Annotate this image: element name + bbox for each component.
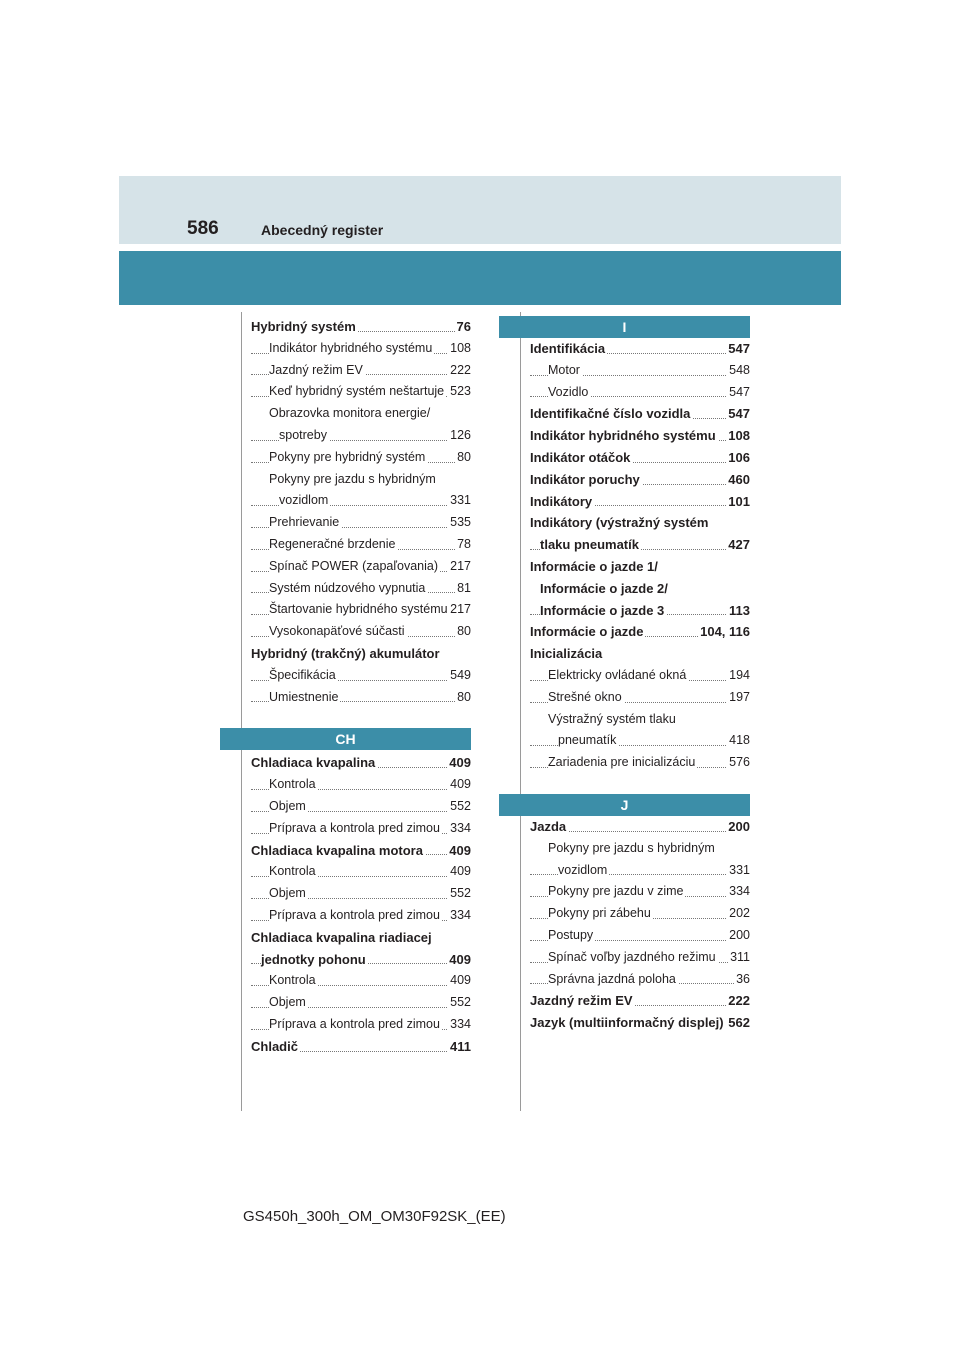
index-entry: [530, 425, 750, 447]
index-entry: [530, 1012, 750, 1034]
index-entry-page: 576: [727, 752, 750, 774]
index-entry-text: Motor: [548, 362, 580, 377]
index-entry-text: Objem: [269, 886, 306, 901]
index-entry: [251, 381, 471, 403]
index-entry: [530, 969, 750, 991]
index-entry-text: Spínač POWER (zapaľovania): [269, 558, 438, 573]
index-entry: [530, 990, 750, 1012]
index-entry: [251, 970, 471, 992]
index-entry-text: Príprava a kontrola pred zimou: [269, 907, 440, 922]
index-entry-text: Inicializácia: [530, 646, 603, 662]
index-entry-page: 80: [455, 447, 471, 469]
index-entry-text: Informácie o jazde 1/: [530, 558, 658, 574]
index-entry-text: vozidlom: [279, 493, 329, 508]
index-entry-page: 200: [727, 925, 750, 947]
index-entry-page: 80: [455, 687, 471, 709]
index-entry-page: 78: [455, 534, 471, 556]
index-entry-text: Strešné okno: [548, 689, 622, 704]
index-entry-page: 548: [727, 360, 750, 382]
index-entry: [530, 338, 750, 360]
index-entry-text: Informácie o jazde 2/: [540, 580, 668, 596]
index-entry-text: Hybridný (trakčný) akumulátor: [251, 645, 440, 661]
page-title: Abecedný register: [261, 222, 384, 238]
index-entry-text: tlaku pneumatík: [540, 537, 639, 553]
index-entry-page: 101: [726, 491, 750, 513]
index-entry: [530, 556, 750, 578]
header-top-band: [119, 176, 841, 244]
index-entry: [530, 903, 750, 925]
index-entry-text: Pokyny pri zábehu: [548, 906, 651, 921]
index-entry-page: 334: [448, 1014, 471, 1036]
index-entry: [530, 600, 750, 622]
index-entry-text: Vozidlo: [548, 384, 589, 399]
index-entry-text: Umiestnenie: [269, 689, 339, 704]
index-entry-page: 552: [448, 992, 471, 1014]
index-entry-text: Indikátor poruchy: [530, 471, 640, 487]
index-entry-page: 200: [726, 816, 750, 838]
index-entry: [251, 861, 471, 883]
entries-i: [530, 338, 750, 774]
index-entry-page: 331: [448, 490, 471, 512]
index-entry: [530, 447, 750, 469]
index-entry: [530, 709, 750, 731]
index-entry: [530, 578, 750, 600]
index-entry-page: 427: [726, 534, 750, 556]
index-entry-text: Chladiaca kvapalina riadiacej: [251, 929, 432, 945]
header-color-band: [119, 251, 841, 305]
index-entry: [251, 578, 471, 600]
index-entry-page: 331: [727, 860, 750, 882]
index-entry: [530, 665, 750, 687]
index-entry: [530, 534, 750, 556]
entries-top: [251, 316, 471, 708]
index-entry-page: 409: [447, 840, 471, 862]
index-entry: [251, 599, 471, 621]
footer-document-code: GS450h_300h_OM_OM30F92SK_(EE): [243, 1208, 506, 1225]
index-entry: [251, 818, 471, 840]
index-entry-text: Indikátor otáčok: [530, 449, 631, 465]
index-entry-text: Chladiaca kvapalina: [251, 755, 376, 771]
index-entry-text: Zariadenia pre inicializáciu: [548, 755, 696, 770]
index-entry-text: Výstražný systém tlaku: [548, 711, 676, 726]
index-entry: [530, 469, 750, 491]
index-entry-page: 334: [448, 818, 471, 840]
index-entry-text: Spínač voľby jazdného režimu: [548, 949, 716, 964]
index-entry-text: Špecifikácia: [269, 667, 336, 682]
index-entry-text: Pokyny pre jazdu s hybridným: [548, 840, 715, 855]
index-entry: [530, 730, 750, 752]
page-number: 586: [187, 218, 219, 239]
index-entry: [251, 447, 471, 469]
index-entry-page: 197: [727, 687, 750, 709]
index-entry: [530, 947, 750, 969]
index-entry-text: spotreby: [279, 427, 327, 442]
index-entry: [530, 752, 750, 774]
index-entry: [251, 949, 471, 971]
index-entry-text: Indikátory: [530, 493, 593, 509]
index-entry: [251, 360, 471, 382]
index-entry-text: Chladič: [251, 1038, 298, 1054]
index-entry-page: 36: [734, 969, 750, 991]
index-entry: [251, 883, 471, 905]
index-entry-page: 562: [726, 1012, 750, 1034]
left-index-column: [251, 316, 471, 1058]
index-entry-page: 547: [726, 338, 750, 360]
index-entry-text: Príprava a kontrola pred zimou: [269, 820, 440, 835]
index-entry-text: Informácie o jazde 3: [540, 602, 665, 618]
index-entry-page: 81: [455, 578, 471, 600]
index-entry-page: 106: [726, 447, 750, 469]
index-entry-text: Pokyny pre hybridný systém: [269, 449, 426, 464]
index-entry: [251, 621, 471, 643]
index-entry-text: Kontrola: [269, 864, 316, 879]
index-entry-text: Systém núdzového vypnutia: [269, 580, 426, 595]
index-entry-page: 409: [447, 752, 471, 774]
section-header-ch: CH: [220, 728, 471, 750]
index-entry-page: 334: [448, 905, 471, 927]
index-entry-text: Indikátor hybridného systému: [269, 340, 433, 355]
index-entry-page: 547: [727, 382, 750, 404]
index-entry-text: Prehrievanie: [269, 515, 340, 530]
index-entry: [530, 838, 750, 860]
section-header-i: I: [499, 316, 750, 338]
index-entry: [251, 469, 471, 491]
index-entry: [530, 360, 750, 382]
index-entry-page: 311: [728, 947, 750, 969]
left-divider: [241, 312, 242, 1111]
index-entry: [251, 403, 471, 425]
index-entry-page: 411: [448, 1036, 471, 1058]
index-entry: [251, 992, 471, 1014]
index-entry-page: 547: [726, 403, 750, 425]
index-entry: [251, 1014, 471, 1036]
index-entry-text: Postupy: [548, 927, 594, 942]
index-entry-page: 552: [448, 883, 471, 905]
index-entry: [251, 1036, 471, 1058]
index-entry: [251, 512, 471, 534]
index-entry-text: Jazdný režim EV: [269, 362, 363, 377]
index-entry: [251, 840, 471, 862]
index-entry: [530, 512, 750, 534]
index-entry-page: 217: [448, 556, 471, 578]
index-entry-page: 549: [448, 665, 471, 687]
index-entry: [251, 556, 471, 578]
index-entry-page: 76: [455, 316, 471, 338]
index-entry: [530, 925, 750, 947]
index-entry: [530, 816, 750, 838]
index-entry-text: Jazdný režim EV: [530, 993, 633, 1009]
index-entry: [251, 643, 471, 665]
index-entry: [251, 490, 471, 512]
index-entry-text: Objem: [269, 995, 306, 1010]
index-entry: [251, 774, 471, 796]
index-entry-text: Chladiaca kvapalina motora: [251, 842, 423, 858]
entries-j: [530, 816, 750, 1034]
index-entry-text: Keď hybridný systém neštartuje: [269, 384, 445, 399]
index-entry-page: 108: [448, 338, 471, 360]
index-entry: [251, 752, 471, 774]
index-entry-text: Pokyny pre jazdu v zime: [548, 884, 684, 899]
index-entry-text: Jazda: [530, 818, 567, 834]
index-entry-text: Hybridný systém: [251, 319, 356, 334]
index-entry-page: 523: [448, 381, 471, 403]
index-entry-text: Vysokonapäťové súčasti: [269, 624, 405, 639]
index-entry-page: 202: [727, 903, 750, 925]
index-entry-page: 194: [727, 665, 750, 687]
index-entry: [251, 338, 471, 360]
center-divider: [520, 312, 521, 1111]
index-entry-page: 108: [726, 425, 750, 447]
right-index-column: [530, 316, 750, 1034]
entries-ch: [251, 752, 471, 1057]
index-entry-page: 104, 116: [698, 621, 750, 643]
index-entry-text: Objem: [269, 798, 306, 813]
index-entry: [530, 621, 750, 643]
index-entry-page: 409: [448, 970, 471, 992]
index-entry-text: pneumatík: [558, 733, 617, 748]
index-entry-text: Kontrola: [269, 777, 316, 792]
section-header-j: J: [499, 794, 750, 816]
index-entry-page: 409: [447, 949, 471, 971]
index-entry: [530, 860, 750, 882]
index-entry: [251, 534, 471, 556]
index-entry: [530, 881, 750, 903]
index-entry-text: Štartovanie hybridného systému: [269, 602, 448, 617]
index-entry: [251, 927, 471, 949]
index-entry: [251, 665, 471, 687]
index-entry-page: 222: [448, 360, 471, 382]
index-entry-text: jednotky pohonu: [261, 951, 366, 967]
index-entry-page: 418: [727, 730, 750, 752]
index-entry-text: Pokyny pre jazdu s hybridným: [269, 471, 436, 486]
index-entry-text: Identifikačné číslo vozidla: [530, 406, 691, 422]
index-entry-text: Obrazovka monitora energie/: [269, 406, 431, 421]
index-entry-page: 460: [726, 469, 750, 491]
index-entry: [530, 491, 750, 513]
index-entry: [251, 687, 471, 709]
index-entry-page: 113: [727, 600, 750, 622]
index-entry-text: Indikátor hybridného systému: [530, 428, 716, 444]
index-entry-text: Regeneračné brzdenie: [269, 536, 396, 551]
index-entry-page: 126: [448, 425, 471, 447]
index-entry-text: Identifikácia: [530, 341, 606, 356]
index-entry: [530, 382, 750, 404]
index-entry-page: 535: [448, 512, 471, 534]
index-entry-page: 409: [448, 861, 471, 883]
index-entry: [530, 643, 750, 665]
index-entry-page: 217: [448, 599, 471, 621]
index-entry-page: 80: [455, 621, 471, 643]
index-entry: [251, 425, 471, 447]
index-entry: [251, 796, 471, 818]
index-entry-text: Indikátory (výstražný systém: [530, 515, 709, 531]
index-entry-page: 222: [726, 990, 750, 1012]
index-entry: [530, 687, 750, 709]
index-entry-text: vozidlom: [558, 862, 608, 877]
index-entry-page: 409: [448, 774, 471, 796]
index-entry-text: Príprava a kontrola pred zimou: [269, 1016, 440, 1031]
index-entry-text: Jazyk (multiinformačný displej): [530, 1015, 724, 1031]
index-entry-text: Informácie o jazde: [530, 624, 644, 640]
index-entry: [251, 316, 471, 338]
index-entry-text: Správna jazdná poloha: [548, 971, 676, 986]
index-entry-page: 552: [448, 796, 471, 818]
index-entry-text: Elektricky ovládané okná: [548, 667, 687, 682]
index-entry-text: Kontrola: [269, 973, 316, 988]
index-entry: [251, 905, 471, 927]
index-entry-page: 334: [727, 881, 750, 903]
index-entry: [530, 403, 750, 425]
